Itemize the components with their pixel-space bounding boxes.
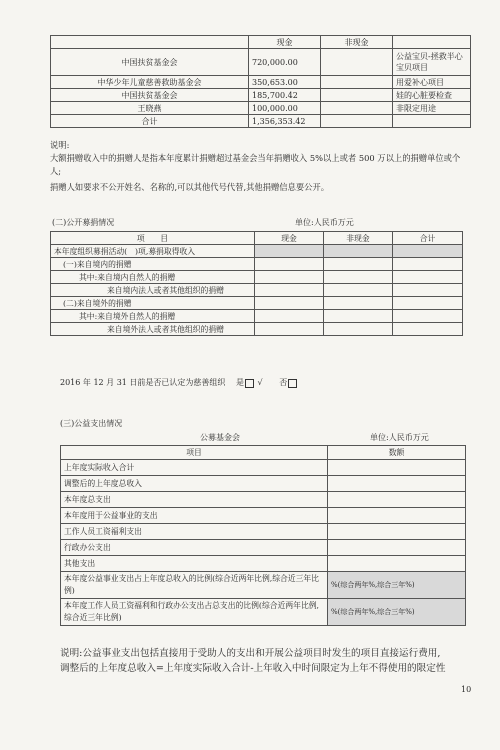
table-row (51, 245, 463, 258)
footer-note (60, 646, 480, 676)
section2-unit: 单位:人民币万元 (295, 218, 354, 227)
table-header-row (61, 446, 466, 460)
row-value (328, 460, 466, 476)
section3-unit: 单位:人民币万元 (370, 433, 429, 442)
header-total: 合计 (393, 232, 463, 245)
header-cash: 现金 (255, 232, 324, 245)
header-item: 项 目 (51, 232, 255, 245)
row-label: 工作人员工资福利支出 (61, 524, 328, 540)
row-value (328, 524, 466, 540)
row-value: %(综合两年%,综合三年%) (328, 572, 466, 599)
notes-line-2: 捐赠人如要求不公开姓名、名称的,可以其他代号代替,其他捐赠信息要公开。 (50, 182, 330, 192)
noncash-value (321, 102, 393, 115)
row-label: 本年度工作人员工资福利和行政办公支出占总支出的比例(综合近两年比例,综合近三年比例) (61, 599, 328, 626)
yes-checkbox[interactable] (245, 379, 254, 388)
section2-title: (二)公开募捐情况 (52, 218, 115, 227)
row-label: 来自境外法人或者其他组织的捐赠 (51, 323, 255, 336)
row-label: 调整后的上年度总收入 (61, 476, 328, 492)
total-noncash (321, 115, 393, 128)
table-row (61, 556, 466, 572)
charity-question-row (60, 377, 297, 388)
page-number: 10 (461, 685, 472, 694)
section3-subtitle: 公募基金会 (200, 433, 240, 442)
table-row (51, 76, 471, 89)
table-row (51, 297, 463, 310)
row-value (328, 492, 466, 508)
purpose: 非限定用途 (393, 102, 471, 115)
cash-value: 185,700.42 (249, 89, 321, 102)
table-row (51, 258, 463, 271)
cash-value: 350,653.00 (249, 76, 321, 89)
footer-note-line-2: 调整后的上年度总收入=上年度实际收入合计-上年收入中时间限定为上年不得使用的限定性 (60, 663, 446, 674)
donor-name: 中国扶贫基金会 (51, 89, 249, 102)
purpose: 娃的心脏要检查 (393, 89, 471, 102)
public-welfare-expense-table (60, 445, 466, 626)
table-row (51, 284, 463, 297)
header-amount: 数额 (328, 446, 466, 460)
table-row (51, 310, 463, 323)
public-fundraising-table (50, 231, 463, 336)
table-row (51, 323, 463, 336)
row-label: (一)来自境内的捐赠 (51, 258, 255, 271)
table-row (61, 599, 466, 626)
row-label: 本年度用于公益事业的支出 (61, 508, 328, 524)
total-row (51, 115, 471, 128)
row-label: 上年度实际收入合计 (61, 460, 328, 476)
table-row (51, 49, 471, 76)
header-item: 项目 (61, 446, 328, 460)
noncash-value (321, 89, 393, 102)
header-noncash: 非现金 (324, 232, 393, 245)
donor-name: 中华少年儿童慈善救助基金会 (51, 76, 249, 89)
footer-note-line-1: 说明:公益事业支出包括直接用于受助人的支出和开展公益项目时发生的项目直接运行费用, (60, 648, 441, 659)
notes-line-1: 大额捐赠收入中的捐赠人是指本年度累计捐赠超过基金会当年捐赠收入 5%以上或者 500 万以上的捐赠单位或个人; (50, 153, 461, 176)
table-row (61, 524, 466, 540)
noncash-value (321, 76, 393, 89)
notes-label: 说明: (50, 140, 70, 150)
row-value (328, 476, 466, 492)
row-value (328, 540, 466, 556)
section3-title: (三)公益支出情况 (60, 419, 123, 428)
noncash-value (321, 49, 393, 76)
cash-value: 100,000.00 (249, 102, 321, 115)
charity-question: 2016 年 12 月 31 日前是否已认定为慈善组织 (60, 378, 226, 387)
table-row (61, 540, 466, 556)
total-purpose (393, 115, 471, 128)
row-label: 本年度公益事业支出占上年度总收入的比例(综合近两年比例,综合近三年比例) (61, 572, 328, 599)
total-label: 合计 (51, 115, 249, 128)
yes-check-mark: √ (257, 378, 263, 387)
table-row (61, 508, 466, 524)
table-row (51, 102, 471, 115)
large-donation-table (50, 35, 471, 128)
table-header-row (51, 232, 463, 245)
table-header-row (51, 36, 471, 49)
donor-name: 中国扶贫基金会 (51, 49, 249, 76)
row-value (328, 556, 466, 572)
total-cash: 1,356,353.42 (249, 115, 321, 128)
table-row (61, 460, 466, 476)
row-label: 行政办公支出 (61, 540, 328, 556)
row-value: %(综合两年%,综合三年%) (328, 599, 466, 626)
notes-block (50, 139, 470, 194)
no-checkbox[interactable] (288, 379, 297, 388)
table-row (51, 271, 463, 284)
cash-value: 720,000.00 (249, 49, 321, 76)
row-label: (二)来自境外的捐赠 (51, 297, 255, 310)
yes-label: 是 (235, 378, 244, 387)
table-row (61, 572, 466, 599)
row-value (328, 508, 466, 524)
donor-name: 王晓燕 (51, 102, 249, 115)
row-label: 其他支出 (61, 556, 328, 572)
header-cash: 现金 (249, 36, 321, 49)
table-row (51, 89, 471, 102)
row-label: 来自境内法人或者其他组织的捐赠 (51, 284, 255, 297)
table-row (61, 476, 466, 492)
table-row (61, 492, 466, 508)
row-label: 其中:来自境内自然人的捐赠 (51, 271, 255, 284)
purpose: 用爱补心项目 (393, 76, 471, 89)
row-label: 本年度总支出 (61, 492, 328, 508)
no-label: 否 (279, 378, 288, 387)
header-noncash: 非现金 (321, 36, 393, 49)
purpose: 公益宝贝-拯救半心宝贝项目 (393, 49, 471, 76)
row-label: 其中:来自境外自然人的捐赠 (51, 310, 255, 323)
row-label: 本年度组织募捐活动( )项,募捐取得收入 (51, 245, 255, 258)
